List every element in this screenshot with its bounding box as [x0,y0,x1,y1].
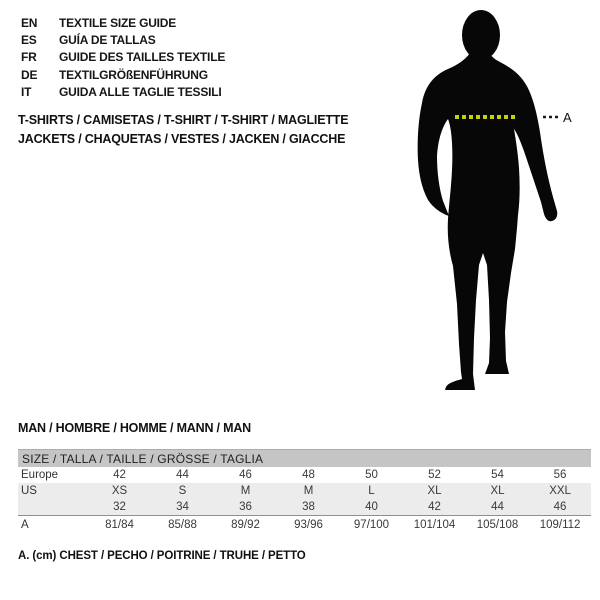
language-code: EN [21,16,38,30]
table-cell: 89/92 [214,516,277,534]
table-cell: 85/88 [151,516,214,534]
man-silhouette-figure [415,8,575,390]
head-shape [462,10,500,60]
language-row-es [21,32,225,49]
table-header-row [18,450,591,468]
language-row-en [21,15,225,32]
table-cell: 54 [491,469,504,481]
row-label: A [18,516,88,534]
table-row-chest-measure [18,516,591,534]
table-cell: 44 [466,499,529,516]
table-cell: 50 [365,469,378,481]
man-silhouette-svg [415,8,575,390]
table-cell: 97/100 [340,516,403,534]
table-cell: 42 [113,469,126,481]
measurement-note: A. (cm) CHEST / PECHO / POITRINE / TRUHE / PETTO [18,550,306,562]
table-cell: 105/108 [466,516,529,534]
table-row-europe [18,467,591,483]
product-line-jackets: JACKETS / CHAQUETAS / VESTES / JACKEN / GIACCHE [18,131,346,146]
row-label: US [18,483,88,499]
table-cell: 93/96 [277,516,340,534]
section-title-man: MAN / HOMBRE / HOMME / MANN / MAN [18,421,251,435]
language-code: FR [21,50,37,65]
table-cell: 32 [88,499,151,516]
table-cell: 34 [151,499,214,516]
table-cell: 38 [277,499,340,516]
table-cell: 46 [239,469,252,481]
table-cell: XL [403,483,466,499]
table-row-us [18,483,591,499]
language-title: GUIDE DES TAILLES TEXTILE [59,50,226,65]
table-cell: 81/84 [88,516,151,534]
language-row-de [21,67,225,84]
table-cell: 56 [553,469,567,481]
table-cell: 44 [176,469,189,481]
language-row-fr [21,49,225,66]
language-title: TEXTILE SIZE GUIDE [59,16,177,30]
table-cell: 52 [428,469,441,481]
table-cell: XL [466,483,529,499]
table-cell: 101/104 [403,516,466,534]
table-cell: S [151,483,214,499]
language-title: GUÍA DE TALLAS [59,33,156,48]
table-cell: M [214,483,277,499]
language-row-it [21,84,225,101]
man-silhouette [418,52,558,390]
table-cell: 40 [340,499,403,516]
table-cell: M [277,483,340,499]
product-line-tshirts: T-SHIRTS / CAMISETAS / T-SHIRT / T-SHIRT / MAGLIETTE [18,113,349,127]
row-label [18,499,88,516]
table-header-label: SIZE / TALLA / TAILLE / GRÖSSE / TAGLIA [18,450,591,468]
language-code: IT [21,84,32,99]
table-cell: XS [88,483,151,499]
language-code: ES [21,33,37,48]
table-cell: 36 [214,499,277,516]
table-cell: L [340,483,403,499]
table-cell: 42 [403,499,466,516]
language-title-list [21,15,225,101]
language-title: TEXTILGRÖßENFÜHRUNG [59,67,208,82]
table-cell: XXL [529,483,591,499]
table-cell: 46 [529,499,591,516]
table-row-us-numeric [18,499,591,516]
table-cell: 109/112 [529,516,591,534]
size-table [18,449,591,533]
language-title: GUIDA ALLE TAGLIE TESSILI [59,84,222,99]
language-code: DE [21,67,38,82]
table-cell: 48 [302,469,315,481]
product-category-list [18,111,348,148]
row-label: Europe [21,469,59,481]
measure-label-a: A [563,110,572,125]
